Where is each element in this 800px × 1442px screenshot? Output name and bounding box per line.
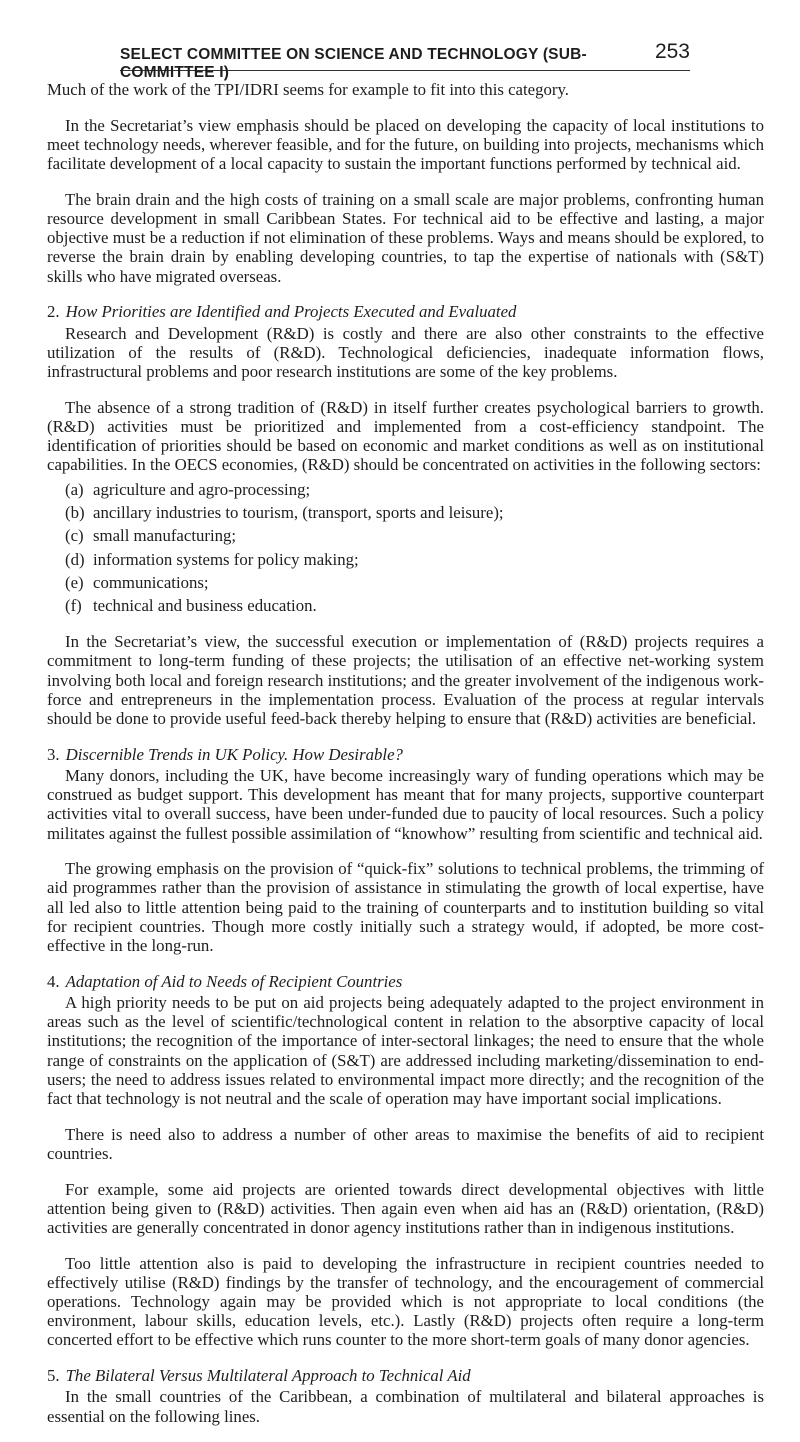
section-number: 5. bbox=[47, 1366, 60, 1386]
paragraph: For example, some aid projects are oriented towards direct developmental objectives with little attention being given to (R&D) activities. Then again even when aid has an (R&D) orientation, (R&D) activities are generally concentrated in donor agency institutions rather than in indigenous institutions. bbox=[47, 1179, 764, 1237]
list-item-text: ancillary industries to tourism, (transport, sports and leisure); bbox=[93, 503, 504, 523]
paragraph: In the Secretariat’s view emphasis should be placed on developing the capacity of local institutions to meet technology needs, wherever feasible, and for the future, on building into projects, mechanisms which facilitate development of a local capacity to sustain the important functions performed by technical aid. bbox=[47, 115, 764, 174]
section-title: How Priorities are Identified and Projects Executed and Evaluated bbox=[65, 302, 517, 322]
list-marker: (b) bbox=[65, 503, 85, 523]
list-item-text: agriculture and agro-processing; bbox=[93, 479, 311, 499]
list-item bbox=[65, 548, 764, 571]
paragraph: Research and Development (R&D) is costly and there are also other constraints to the effective utilization of the results of (R&D). Technological deficiencies, inadequate information flows, infrastructural problems and poor research institutions are some of the key problems. bbox=[47, 323, 764, 381]
running-header bbox=[120, 34, 690, 81]
list-marker: (c) bbox=[65, 526, 84, 546]
list-item-text: communications; bbox=[93, 572, 209, 592]
list-marker: (d) bbox=[65, 549, 85, 569]
section-title: Adaptation of Aid to Needs of Recipient Countries bbox=[65, 971, 403, 991]
list-item-text: small manufacturing; bbox=[93, 526, 237, 546]
list-item-text: information systems for policy making; bbox=[93, 549, 359, 569]
section-number: 4. bbox=[47, 971, 60, 991]
section-number: 2. bbox=[47, 302, 60, 322]
paragraph: Much of the work of the TPI/IDRI seems for example to fit into this category. bbox=[47, 80, 569, 99]
list-marker: (f) bbox=[65, 595, 82, 615]
running-title: SELECT COMMITTEE ON SCIENCE AND TECHNOLOGY (SUB-COMMITTEE I) bbox=[120, 46, 587, 81]
section-heading bbox=[47, 745, 764, 764]
paragraph: Many donors, including the UK, have become increasingly wary of funding operations which may be construed as budget support. This development has meant that for many projects, supportive counterpart activities vital to overall success, have been under-funded due to paucity of local resources. Such a policy militates against the fullest possible assimilation of “knowhow” resulting from scientific and technical aid. bbox=[47, 765, 764, 843]
list-item bbox=[65, 594, 764, 617]
list-item bbox=[65, 524, 764, 547]
paragraph: The absence of a strong tradition of (R&D) in itself further creates psychological barriers to growth. (R&D) activities must be prioritized and implemented from a cost-efficiency standpoint. The identification of priorities should be based on economic and market conditions as well as on institutional capabilities. In the OECS economies, (R&D) should be concentrated on activities in the following sectors: bbox=[47, 397, 764, 475]
paragraph: A high priority needs to be put on aid projects being adequately adapted to the project environment in areas such as the level of scientific/technological content in relation to the absorptive capacity of local institutions; the recognition of the importance of inter-sectoral linkages; the need to ensure that the whole range of constraints on the application of (S&T) are addressed including marketing/dissemination to end-users; the need to address issues related to environmental impact more directly; and the recognition of the fact that technology is not neutral and the scale of operation may have important social implications. bbox=[47, 992, 764, 1108]
paragraph: There is need also to address a number of other areas to maximise the benefits of aid to recipient countries. bbox=[47, 1124, 764, 1163]
section-heading bbox=[47, 302, 764, 321]
list-item-text: technical and business education. bbox=[93, 595, 317, 615]
list-item bbox=[65, 478, 764, 501]
paragraph: The brain drain and the high costs of training on a small scale are major problems, confronting human resource development in small Caribbean States. For technical aid to be effective and lasting, a major objective must be a reduction if not elimination of these problems. Ways and means should be explored, to reverse the brain drain by enabling developing countries, to tap the expertise of nationals with (S&T) skills who have migrated overseas. bbox=[47, 189, 764, 286]
sector-list bbox=[65, 478, 764, 617]
section-title: The Bilateral Versus Multilateral Approach to Technical Aid bbox=[65, 1366, 471, 1386]
list-marker: (a) bbox=[65, 479, 84, 499]
paragraph: The growing emphasis on the provision of “quick-fix” solutions to technical problems, the trimming of aid programmes rather than the provision of assistance in stimulating the growth of local expertise, have all led also to little attention being paid to the training of counterparts and to institution building so vital for recipient countries. Though more costly initially such a strategy would, if adopted, be more cost-effective in the long-run. bbox=[47, 859, 764, 956]
page-number: 253 bbox=[654, 40, 690, 63]
section-heading bbox=[47, 972, 764, 991]
list-item bbox=[65, 571, 764, 594]
section-number: 3. bbox=[47, 744, 60, 764]
paragraph: In the small countries of the Caribbean, a combination of multilateral and bilateral approaches is essential on the following lines. bbox=[47, 1387, 764, 1426]
section-title: Discernible Trends in UK Policy. How Desirable? bbox=[65, 744, 403, 764]
paragraph: In the Secretariat’s view, the successful execution or implementation of (R&D) projects requires a commitment to long-term funding of these projects; the utilisation of an effective net-working system involving both local and foreign research institutions; and the greater involvement of the indigenous work-force and entrepreneurs in the implementation process. Evaluation of the process at regular intervals should be done to provide useful feed-back thereby helping to ensure that (R&D) activities are beneficial. bbox=[47, 632, 764, 728]
paragraph: Too little attention also is paid to developing the infrastructure in recipient countries needed to effectively utilise (R&D) findings by the transfer of technology, and the encouragement of commercial operations. Technology again may be provided which is not appropriate to local conditions (the environment, labour skills, education levels, etc.). Lastly (R&D) projects often require a long-term concerted effort to be effective which runs counter to the more short-term goals of many donor agencies. bbox=[47, 1253, 764, 1350]
document-body bbox=[47, 80, 764, 1442]
list-marker: (e) bbox=[65, 572, 84, 592]
list-item bbox=[65, 501, 764, 524]
section-heading bbox=[47, 1366, 764, 1385]
